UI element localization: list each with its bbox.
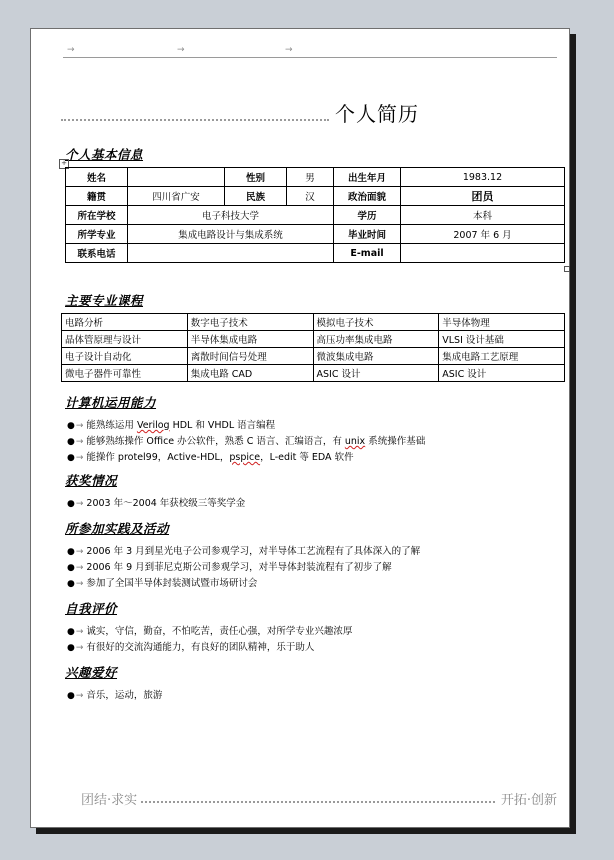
- tab-arrow-icon: →: [75, 563, 84, 573]
- course-cell: 电子设计自动化: [62, 348, 188, 365]
- course-cell: 集成电路 CAD: [187, 365, 313, 382]
- footer-left-motto: 团结·求实: [81, 793, 138, 808]
- politics-label: 政治面貌: [334, 187, 401, 206]
- bullet-icon: ●: [67, 453, 75, 463]
- ethnicity-value[interactable]: 汉: [287, 187, 334, 206]
- course-cell: 电路分析: [62, 314, 188, 331]
- courses-table: [61, 313, 565, 382]
- bullet-icon: ●: [67, 563, 75, 573]
- ethnicity-label: 民族: [225, 187, 287, 206]
- table-row: [62, 331, 565, 348]
- tab-arrow-icon: →: [75, 691, 84, 701]
- gender-value[interactable]: 男: [287, 168, 334, 187]
- email-value[interactable]: [401, 244, 565, 263]
- title-row: [61, 101, 419, 127]
- course-cell: 微波集成电路: [313, 348, 439, 365]
- birth-value[interactable]: 1983.12: [401, 168, 565, 187]
- course-cell: 晶体管原理与设计: [62, 331, 188, 348]
- list-item: ●→ 2006 年 9 月到菲尼克斯公司参观学习，对半导体封装流程有了初步了解: [67, 562, 392, 573]
- list-item: ●→ 音乐，运动，旅游: [67, 690, 163, 701]
- list-item: ●→ 有很好的交流沟通能力，有良好的团队精神，乐于助人: [67, 642, 315, 653]
- footer-right-motto: 开拓·创新: [500, 793, 557, 808]
- list-item: ●→ 2003 年～2004 年获校级三等奖学金: [67, 498, 246, 509]
- list-item: ●→ 诚实，守信，勤奋，不怕吃苦，责任心强，对所学专业兴趣浓厚: [67, 626, 353, 637]
- footer-dot-leader: [141, 801, 495, 803]
- phone-label: 联系电话: [66, 244, 128, 263]
- bullet-icon: ●: [67, 643, 75, 653]
- table-move-handle-icon[interactable]: +: [59, 159, 69, 169]
- bullet-icon: ●: [67, 579, 75, 589]
- course-cell: ASIC 设计: [313, 365, 439, 382]
- course-cell: 数字电子技术: [187, 314, 313, 331]
- tab-arrow-icon: →: [75, 579, 84, 589]
- tab-arrow-icon: →: [177, 45, 185, 55]
- title-dot-leader: [61, 119, 329, 121]
- table-resize-handle-icon[interactable]: [564, 266, 570, 272]
- tab-arrow-icon: →: [75, 643, 84, 653]
- bullet-icon: ●: [67, 437, 75, 447]
- course-cell: 半导体集成电路: [187, 331, 313, 348]
- list-item: ●→ 能熟练运用 Verilog HDL 和 VHDL 语言编程: [67, 420, 276, 431]
- list-item: ●→ 参加了全国半导体封装测试暨市场研讨会: [67, 578, 258, 589]
- table-row: [62, 365, 565, 382]
- politics-value[interactable]: 团员: [401, 187, 565, 206]
- section-heading-basic: 个人基本信息: [65, 147, 144, 162]
- origin-label: 籍贯: [66, 187, 128, 206]
- page-footer: [81, 789, 557, 808]
- tab-arrow-icon: →: [75, 437, 84, 447]
- table-row: [62, 314, 565, 331]
- birth-label: 出生年月: [334, 168, 401, 187]
- tab-arrow-icon: →: [75, 547, 84, 557]
- course-cell: VLSI 设计基础: [439, 331, 565, 348]
- page-header-rule: [63, 47, 557, 58]
- major-label: 所学专业: [66, 225, 128, 244]
- course-cell: 高压功率集成电路: [313, 331, 439, 348]
- course-cell: 集成电路工艺原理: [439, 348, 565, 365]
- section-heading-awards: 获奖情况: [65, 473, 118, 488]
- course-cell: 微电子器件可靠性: [62, 365, 188, 382]
- table-row: [62, 348, 565, 365]
- list-item: ●→ 能够熟练操作 Office 办公软件，熟悉 C 语言、汇编语言，有 unix 系统操作基础: [67, 436, 426, 447]
- document-page: [30, 28, 570, 828]
- email-label: E-mail: [334, 244, 401, 263]
- bullet-icon: ●: [67, 627, 75, 637]
- page-title: 个人简历: [335, 102, 419, 126]
- grad-label: 毕业时间: [334, 225, 401, 244]
- degree-label: 学历: [334, 206, 401, 225]
- section-heading-practice: 所参加实践及活动: [65, 521, 170, 536]
- school-value[interactable]: 电子科技大学: [128, 206, 334, 225]
- name-label: 姓名: [66, 168, 128, 187]
- basic-info-table: [65, 167, 565, 263]
- tab-arrow-icon: →: [75, 627, 84, 637]
- course-cell: ASIC 设计: [439, 365, 565, 382]
- section-heading-computer: 计算机运用能力: [65, 395, 157, 410]
- section-heading-hobby: 兴趣爱好: [65, 665, 118, 680]
- bullet-icon: ●: [67, 499, 75, 509]
- list-item: ●→ 2006 年 3 月到星光电子公司参观学习，对半导体工艺流程有了具体深入的了解: [67, 546, 421, 557]
- gender-label: 性别: [225, 168, 287, 187]
- tab-arrow-icon: →: [67, 45, 75, 55]
- bullet-icon: ●: [67, 691, 75, 701]
- course-cell: 半导体物理: [439, 314, 565, 331]
- tab-arrow-icon: →: [285, 45, 293, 55]
- course-cell: 离散时间信号处理: [187, 348, 313, 365]
- name-value[interactable]: [128, 168, 225, 187]
- tab-arrow-icon: →: [75, 421, 84, 431]
- grad-value[interactable]: 2007 年 6 月: [401, 225, 565, 244]
- section-heading-self: 自我评价: [65, 601, 118, 616]
- section-heading-courses: 主要专业课程: [65, 293, 144, 308]
- course-cell: 模拟电子技术: [313, 314, 439, 331]
- degree-value[interactable]: 本科: [401, 206, 565, 225]
- bullet-icon: ●: [67, 547, 75, 557]
- origin-value[interactable]: 四川省广安: [128, 187, 225, 206]
- school-label: 所在学校: [66, 206, 128, 225]
- tab-arrow-icon: →: [75, 499, 84, 509]
- list-item: ●→ 能操作 protel99，Active-HDL，pspice，L-edit 等 EDA 软件: [67, 452, 354, 463]
- major-value[interactable]: 集成电路设计与集成系统: [128, 225, 334, 244]
- tab-arrow-icon: →: [75, 453, 84, 463]
- phone-value[interactable]: [128, 244, 334, 263]
- bullet-icon: ●: [67, 421, 75, 431]
